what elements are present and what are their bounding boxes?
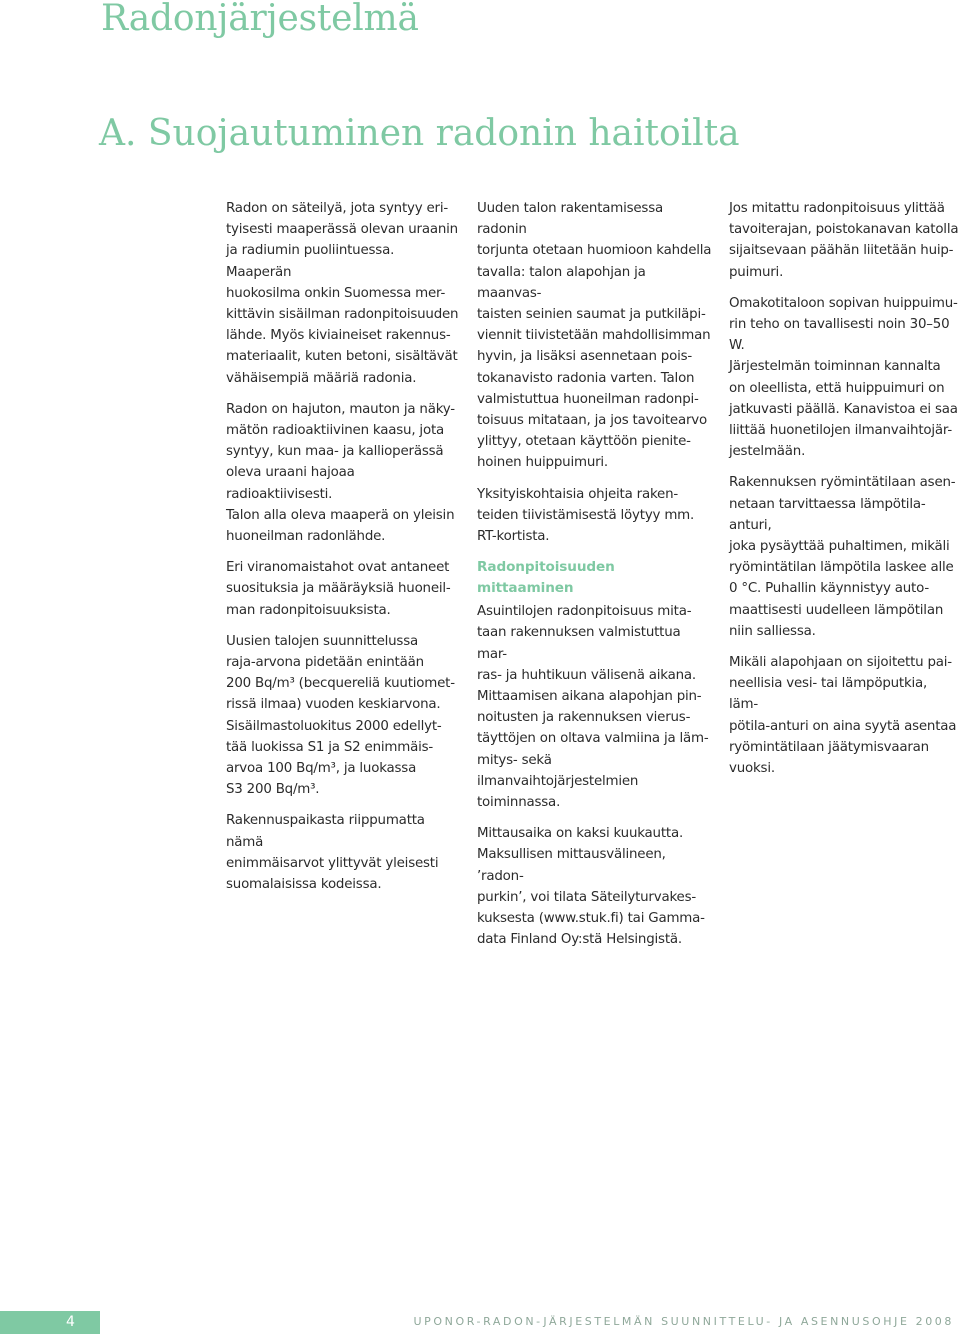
paragraph: Radon on hajuton, mauton ja näky- mätön radioaktiivinen kaasu, jota syntyy, kun maa- ja kallioperässä oleva uraani hajoaa radioaktiivisesti. Talon alla oleva maaperä on yleisin huoneilman radonlähde.	[226, 401, 455, 545]
footer-text: UPONOR-RADON-JÄRJESTELMÄN SUUNNITTELU- JA ASENNUSOHJE 2008	[413, 1315, 954, 1328]
page-header-title: Radonjärjestelmä	[101, 0, 419, 39]
paragraph: Omakotitaloon sopivan huippuimu- rin teho on tavallisesti noin 30–50 W. Järjestelmän toiminnan kannalta on oleellista, että huippuimuri on jatkuvasti päällä. Kanavistoa ei saa liittää huonetilojen ilmanvaihtojär- jestelmään.	[729, 295, 958, 460]
paragraph: Rakennuspaikasta riippumatta nämä enimmäisarvot ylittyvät yleisesti suomalaisissa kodeissa.	[226, 813, 439, 893]
paragraph: Rakennuksen ryömintätilaan asen- netaan tarvittaessa lämpötila-anturi, joka pysäyttää puhaltimen, mikäli ryömintätilan lämpötila laskee alle 0 °C. Puhallin käynnistyy auto- maattisesti uudelleen lämpötilan niin salliessa.	[729, 475, 956, 639]
paragraph: Jos mitattu radonpitoisuus ylittää tavoiterajan, poistokanavan katolla sijaitsevaan päähän liitetään huip- puimuri.	[729, 201, 959, 280]
paragraph: Yksityiskohtaisia ohjeita raken- teiden tiivistämisestä löytyy mm. RT-kortista.	[477, 486, 695, 545]
page-number: 4	[66, 1314, 75, 1330]
text-column-3	[729, 198, 959, 789]
text-column-2	[477, 198, 713, 961]
footer-accent-bar	[0, 1311, 100, 1334]
section-title: A. Suojautuminen radonin haitoilta	[99, 113, 740, 154]
paragraph: Asuintilojen radonpitoisuus mita- taan rakennuksen valmistuttua mar- ras- ja huhtikuun välisenä aikana. Mittaamisen aikana alapohjan pin- noitusten ja rakennuksen vierus- täyttöjen on oltava valmiina ja läm- mitys- sekä ilmanvaihtojärjestelmien toiminnassa.	[477, 604, 709, 811]
paragraph: Mikäli alapohjaan on sijoitettu pai- neellisia vesi- tai lämpöputkia, läm- pötila-anturi on aina syytä asentaa ryömintätilaan jäätymisvaaran vuoksi.	[729, 655, 957, 777]
paragraph: Radon on säteilyä, jota syntyy eri- tyisesti maaperässä olevan uraanin ja radiumin puoliintuessa. Maaperän huokosilma onkin Suomessa mer- kittävin sisäilman radonpitoisuuden lähde. Myös kiviaineiset rakennus- materiaalit, kuten betoni, sisältävät vähäisempiä määriä radonia.	[226, 201, 459, 386]
paragraph: Eri viranomaistahot ovat antaneet suosituksia ja määräyksiä huoneil- man radonpitoisuuksista.	[226, 560, 451, 618]
paragraph: Uuden talon rakentamisessa radonin torjunta otetaan huomioon kahdella tavalla: talon alapohjan ja maanvas- taisten seinien saumat ja putkiläpi- viennit tiivistetään mahdollisimman hyvin, ja lisäksi asennetaan pois- tokanavisto radonia varten. Talon valmistuttua huoneilman radonpi- toisuus mitataan, ja jos tavoitearvo ylittyy, otetaan käyttöön pienite- hoinen huippuimuri.	[477, 201, 712, 471]
paragraph: Uusien talojen suunnittelussa raja-arvona pidetään enintään 200 Bq/m³ (becquereliä kuutiomet- rissä ilmaa) vuoden keskiarvona. Sisäilmastoluokitus 2000 edellyt- tää luokissa S1 ja S2 enimmäis- arvoa 100 Bq/m³, ja luokassa S3 200 Bq/m³.	[226, 633, 455, 798]
text-column-1	[226, 198, 462, 905]
subheading: Radonpitoisuuden mittaaminen	[477, 559, 615, 597]
paragraph: Mittausaika on kaksi kuukautta. Maksullisen mittausvälineen, ’radon- purkin’, voi tilata Säteilyturvakes- kuksesta (www.stuk.fi) tai Gamma- data Finland Oy:stä Helsingistä.	[477, 826, 705, 948]
